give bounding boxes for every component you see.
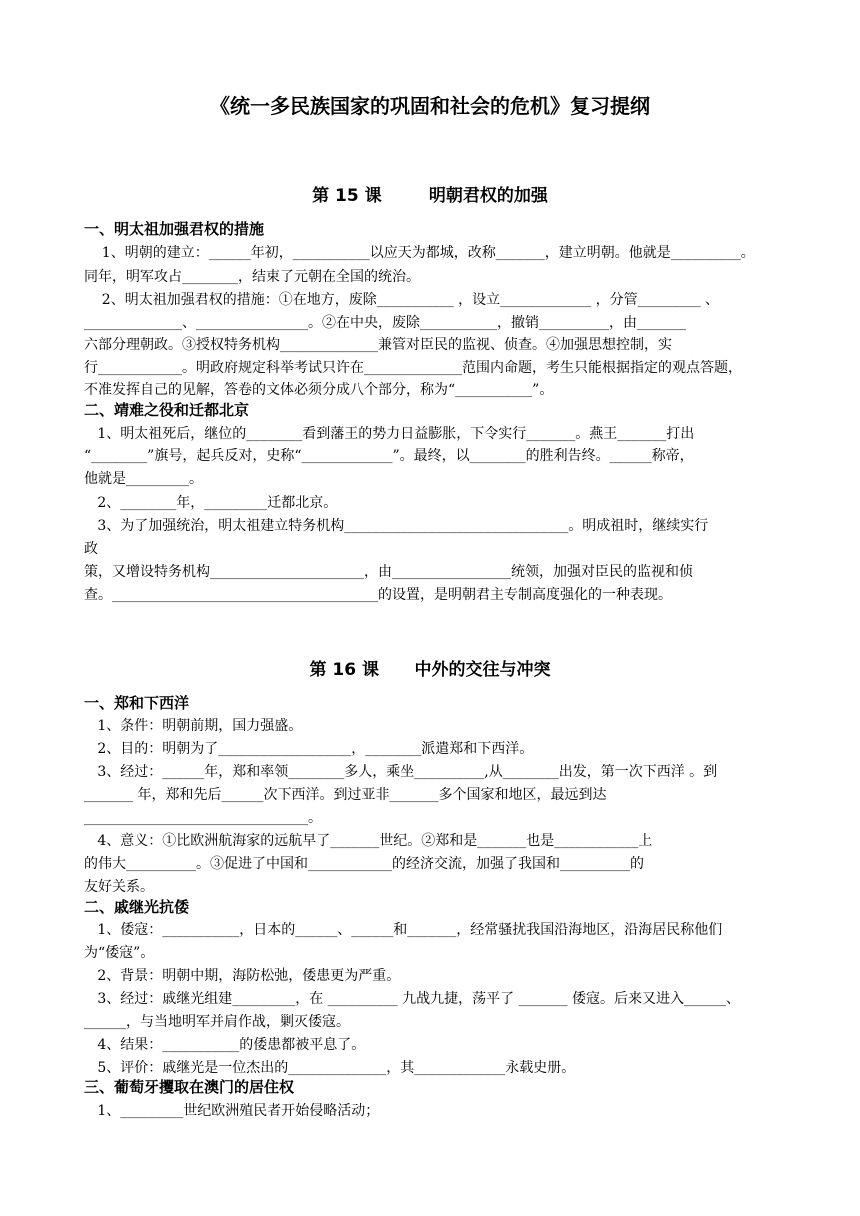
paragraph-line: _______ 年，郑和先后______次下西洋。到过亚非_______多个国家和地区，最远到达 <box>84 787 607 803</box>
paragraph-line: 1、倭寇：___________，日本的______、______和_______，经常骚扰我国沿海地区，沿海居民称他们 <box>84 922 723 938</box>
paragraph-line: 2、目的：明朝为了___________________，________派遣郑和下西洋。 <box>84 741 534 757</box>
paragraph-line: 策，又增设特务机构______________________，由_________________统领，加强对臣民的监视和侦 <box>84 564 693 580</box>
paragraph-line: 2、明太祖加强君权的措施：①在地方，废除___________ ，设立_____________ ，分管_________ 、 <box>84 292 720 308</box>
paragraph-line: 同年，明军攻占________，结束了元朝在全国的统治。 <box>84 269 420 285</box>
paragraph-line: 3、经过：______年，郑和率领________多人，乘坐__________,从________出发，第一次下西洋 。到 <box>84 764 718 780</box>
lesson-15-section-1-heading: 一、明太祖加强君权的措施 <box>84 220 265 238</box>
paragraph-line: 不准发挥自己的见解，答卷的文体必须分成八个部分，称为“___________”。 <box>84 382 554 398</box>
paragraph-line: 4、意义：①比欧洲航海家的远航早了_______世纪。②郑和是_______也是____________上 <box>84 833 653 849</box>
lesson-16-title: 第 16 课 中外的交往与冲突 <box>309 660 551 680</box>
paragraph-line: ______________、________________。②在中央，废除___________，撤销__________，由_______ <box>84 315 686 331</box>
lesson-16-section-2-heading: 二、戚继光抗倭 <box>84 898 190 916</box>
paragraph-line: 六部分理朝政。③授权特务机构______________兼管对臣民的监视、侦查。④加强思想控制，实 <box>84 337 672 353</box>
paragraph-line: 2、________年，_________迁都北京。 <box>84 495 338 511</box>
paragraph-line: 1、_________世纪欧洲殖民者开始侵略活动； <box>84 1103 380 1119</box>
document-title: 《统一多民族国家的巩固和社会的危机》复习提纲 <box>210 94 650 118</box>
paragraph-line: 政 <box>84 541 98 557</box>
paragraph-line: 友好关系。 <box>84 879 154 895</box>
paragraph-line: 行____________。明政府规定科举考试只许在______________范围内命题，考生只能根据指定的观点答题， <box>84 360 742 376</box>
lesson-15-title: 第 15 课 明朝君权的加强 <box>312 186 548 206</box>
paragraph-line: 他就是_________。 <box>84 471 203 487</box>
paragraph-line: ________________________________。 <box>84 810 322 826</box>
paragraph-line: 查。______________________________________的设置，是明朝君主专制高度强化的一种表现。 <box>84 587 672 603</box>
paragraph-line: 的伟大__________。③促进了中国和____________的经济交流，加强了我国和__________的 <box>84 856 644 872</box>
lesson-15-section-2-heading: 二、靖难之役和迁都北京 <box>84 401 250 419</box>
paragraph-line: 1、条件：明朝前期，国力强盛。 <box>84 718 303 734</box>
paragraph-line: 3、为了加强统治，明太祖建立特务机构________________________________。明成祖时，继续实行 <box>84 518 709 534</box>
paragraph-line: ______，与当地明军并肩作战，剿灭倭寇。 <box>84 1014 350 1030</box>
lesson-16-section-3-heading: 三、葡萄牙攫取在澳门的居住权 <box>84 1078 295 1096</box>
paragraph-line: 5、评价：戚继光是一位杰出的______________，其_____________永载史册。 <box>84 1060 576 1076</box>
lesson-16-section-1-heading: 一、郑和下西洋 <box>84 694 190 712</box>
paragraph-line: 2、背景：明朝中期，海防松弛，倭患更为严重。 <box>84 968 401 984</box>
paragraph-line: 4、结果：___________的倭患都被平息了。 <box>84 1037 366 1053</box>
paragraph-line: 1、明太祖死后，继位的________看到藩王的势力日益膨胀，下令实行_______。燕王_______打出 <box>84 426 695 442</box>
paragraph-line: 为“倭寇”。 <box>84 945 155 961</box>
paragraph-line: 3、经过：戚继光组建_________，在 __________ 九战九捷，荡平了 _______ 倭寇。后来又进入______、 <box>84 991 741 1007</box>
paragraph-line: “________”旗号，起兵反对，史称“_____________”。最终，以________的胜利告终。______称帝， <box>84 448 694 464</box>
paragraph-line: 1、明朝的建立：______年初，___________以应天为都城，改称_______，建立明朝。他就是__________。 <box>84 245 755 261</box>
